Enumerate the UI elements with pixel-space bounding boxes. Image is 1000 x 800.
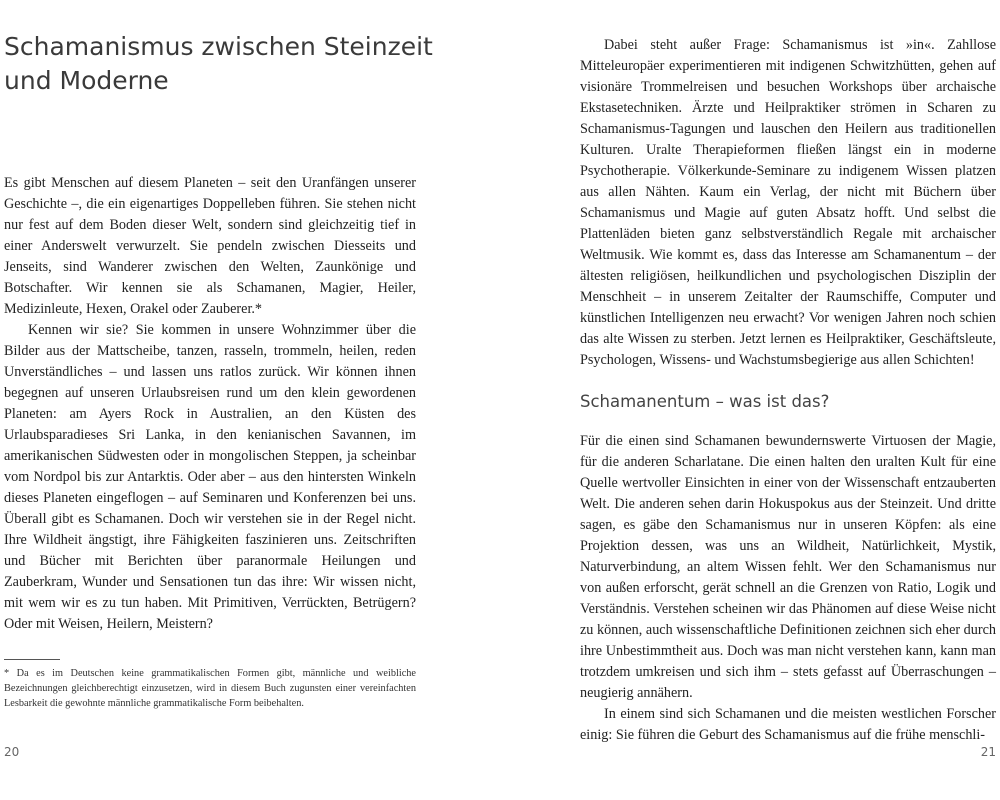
paragraph: Dabei steht außer Frage: Schamanismus ist »in«. Zahllose Mitteleuropäer experimentieren mit indigenen Schwitzhütten, gehen auf visionäre Trommelreisen und besuchen Workshops über archaische Ekstasetechniken. Ärzte und Heilpraktiker strömen in Scharen zu Schamanismus-Tagungen und lauschen den Heilern aus traditionellen Kulturen. Uralte Therapieformen fließen längst ein in moderne Psychotherapie. Völkerkunde-Seminare zu indigenem Wissen platzen aus allen Nähten. Kaum ein Verlag, der nicht mit Büchern über Schamanismus und Magie auf guten Absatz hofft. Und selbst die Plattenläden bieten ganz selbstverständlich Regale mit archaischer Weltmusik. Wie kommt es, dass das Interesse am Schamanentum – der ältesten religiösen, heilkundlichen und psychologischen Disziplin der Menschheit – in unserem Zeitalter der Raumschiffe, Computer und künstlichen Intelligenzen neu erwacht? Vor wenigen Jahren noch schien das alte Wissen zu sterben. Jetzt lernen es Heilpraktiker, Geschäftsleute, Psychologen, Wissens- und Wachstumsbegierige aus allen Schichten!	[580, 37, 996, 368]
paragraph: Kennen wir sie? Sie kommen in unsere Wohnzimmer über die Bilder aus der Mattscheibe, tanzen, rasseln, trommeln, heilen, reden Unverständliches – und lassen uns ratlos zurück. Wir können ihnen begegnen auf unseren Urlaubsreisen rund um den klein gewordenen Planeten: am Ayers Rock in Australien, an den Küsten des Urlaubsparadieses Sri Lanka, in den kenianischen Savannen, im amerikanischen Südwesten oder in mongolischen Steppen, ja scheinbar vom Nordpol bis zur Antarktis. Oder aber – aus den hintersten Winkeln dieses Planeten eingeflogen – auf Seminaren und Konferenzen bei uns. Überall gibt es Schamanen. Doch wir verstehen sie in der Regel nicht. Ihre Wildheit ängstigt, ihre Fähigkeiten faszinieren uns. Zeitschriften und Bücher mit Berichten über paranormale Heilungen und Zauberkram, Wunder und Sensationen tun das ihre: Wir wissen nicht, mit wem wir es zu tun haben. Mit Primitiven, Verrückten, Betrügern? Oder mit Weisen, Heilern, Meistern?	[4, 322, 416, 632]
page-number-left: 20	[4, 745, 20, 759]
section-heading: Schamanentum – was ist das?	[580, 392, 830, 411]
footnote: * Da es im Deutschen keine grammatikalischen Formen gibt, männliche und weibliche Bezeichnungen gleichberechtigt einzusetzen, wird in diesem Buch zugunsten einer vereinfachten Lesbarkeit die gewohnte männliche grammatikalische Form beibehalten.	[4, 668, 416, 709]
page-number-right: 21	[980, 745, 996, 759]
right-page	[500, 0, 1000, 800]
chapter-title: Schamanismus zwischen Steinzeit und Moderne	[4, 32, 433, 95]
paragraph: Es gibt Menschen auf diesem Planeten – seit den Uranfängen unserer Geschichte –, die ein eigenartiges Doppelleben führen. Sie stehen nicht nur fest auf dem Boden dieser Welt, sondern sind gleichzeitig tief in einer Anderswelt verwurzelt. Sie pendeln zwischen Diesseits und Jenseits, sind Wanderer zwischen den Welten, Zaunkönige und Botschafter. Wir kennen sie als Schamanen, Magier, Heiler, Medizinleute, Hexen, Orakel oder Zauberer.*	[4, 175, 416, 317]
right-body-text-bottom	[580, 431, 996, 746]
footnote-divider	[4, 659, 60, 660]
paragraph: In einem sind sich Schamanen und die meisten westlichen Forscher einig: Sie führen die Geburt des Schamanismus auf die frühe menschli-	[580, 706, 996, 743]
right-body-text-top	[580, 35, 996, 371]
paragraph: Für die einen sind Schamanen bewundernswerte Virtuosen der Magie, für die anderen Scharlatane. Die einen halten den uralten Kult für eine Quelle wertvoller Einsichten in einer von der Wissenschaft entzauberten Welt. Die anderen sehen darin Hokuspokus aus der Steinzeit. Und dritte sagen, es gäbe den Schamanismus nur in unseren Köpfen: als eine Projektion dessen, was uns an Wildheit, Natürlichkeit, Mystik, Naturverbindung, an altem Wissen fehlt. Wer den Schamanismus nur von außen erforscht, gerät schnell an die Grenzen von Ratio, Logik und Verständnis. Verstehen scheinen wir das Phänomen auf diese Weise nicht zu können, auch wissenschaftliche Definitionen zeichnen sich eher durch ihre Unbestimmtheit aus. Doch was man nicht verstehen kann, kann man trotzdem umkreisen und sich ihm – stets gefasst auf Überraschungen – neugierig annähern.	[580, 433, 996, 701]
left-body-text	[4, 173, 416, 635]
